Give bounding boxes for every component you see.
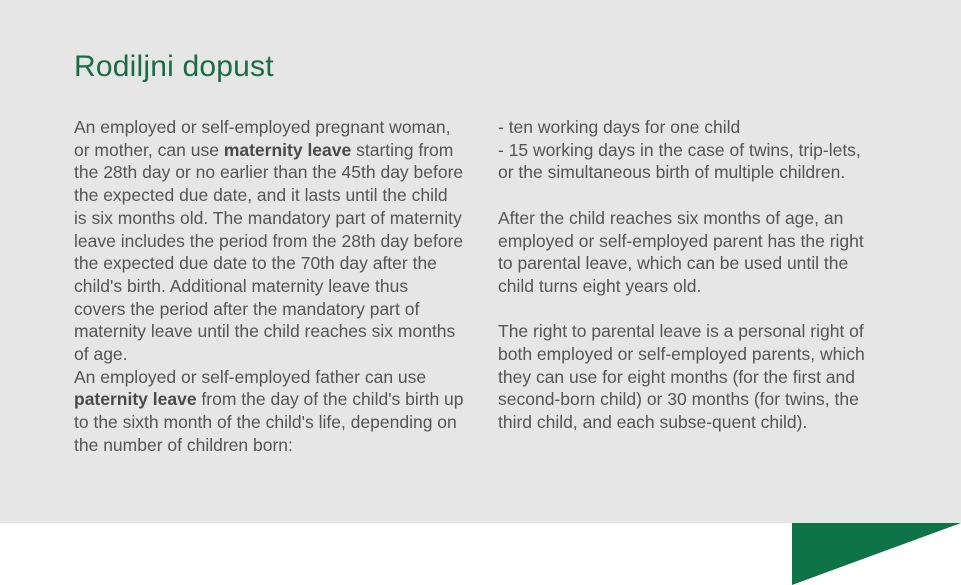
right-column — [498, 116, 878, 434]
corner-accent-triangle — [792, 523, 961, 585]
paternity-text-rest: from the day of the child's birth up to the sixth month of the child's life, depending on the number of children born: — [74, 389, 464, 455]
paternity-leave-term: paternity leave — [74, 389, 197, 410]
spacer — [498, 298, 878, 321]
left-column — [74, 116, 464, 457]
parental-right-paragraph: The right to parental leave is a personal right of both employed or self-employed parents, which they can use for eight months (for the first and second-born child) or 30 months (for twins, the third child, and each subse-quent child). — [498, 321, 865, 433]
paternity-text-start: An employed or self-employed father can use — [74, 366, 427, 387]
parental-leave-paragraph: After the child reaches six months of age, an employed or self-employed parent has the right to parental leave, which can be used until the child turns eight years old. — [498, 207, 864, 296]
list-item: - ten working days for one child — [498, 117, 741, 137]
maternity-text-rest: starting from the 28th day or no earlier than the 45th day before the expected due date, and it lasts until the child is six months old. The mandatory part of maternity leave includes the period from the 28th day before the expected due date to the 70th day after the child's birth. Additional maternity leave thus covers the period after the mandatory part of maternity leave until the child reaches six months of age. — [74, 139, 464, 365]
page-title: Rodiljni dopust — [74, 50, 274, 83]
paternity-leave-paragraph — [74, 366, 464, 457]
spacer — [498, 184, 878, 207]
maternity-leave-paragraph — [74, 116, 464, 366]
list-item: - 15 working days in the case of twins, trip-lets, or the simultaneous birth of multiple children. — [498, 139, 861, 183]
maternity-leave-term: maternity leave — [223, 139, 352, 160]
maternity-text-start: An employed or self-employed pregnant woman, or mother, can use — [74, 117, 451, 160]
